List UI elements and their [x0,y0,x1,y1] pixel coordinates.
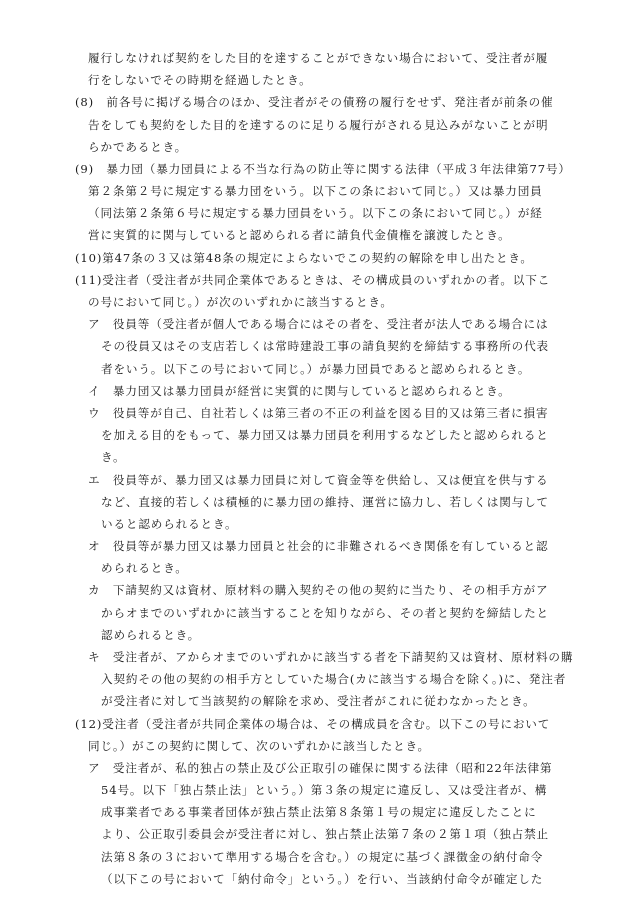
text-line: らかであるとき。 [88,140,188,154]
text-line: 法第８条の３において準用する場合を含む。）の規定に基づく課徴金の納付命令 [101,850,544,864]
text-line: カ 下請契約又は資材、原材料の購入契約その他の契約に当たり、その相手方がア [88,583,549,597]
text-line: など、直接的若しくは積極的に暴力団の維持、運営に協力し、若しくは関与して [101,495,549,509]
text-line: その役員又はその支店若しくは常時建設工事の請負契約を締結する事務所の代表 [101,339,549,353]
text-line: 者をいう。以下この号において同じ。）が暴力団員であると認められるとき。 [101,362,531,376]
text-line: を加える目的をもって、暴力団又は暴力団員を利用するなどしたと認められると [101,428,549,442]
text-line: 行をしないでその時期を経過したとき。 [88,73,312,87]
text-line: 成事業者である事業者団体が独占禁止法第８条第１号の規定に違反したことに [101,805,537,819]
text-line: 認められるとき。 [101,628,201,642]
text-line: いると認められるとき。 [101,517,238,531]
text-line: 54号。以下「独占禁止法」という。）第３条の規定に違反し、又は受注者が、構 [101,783,548,797]
text-line: （以下この号において「納付命令」という。）を行い、当該納付命令が確定した [101,872,544,886]
text-line: 第２条第２号に規定する暴力団をいう。以下この条において同じ。）又は暴力団員 [88,184,543,198]
text-line: ア 役員等（受注者が個人である場合にはその者を、受注者が法人である場合には [88,317,549,331]
text-line: イ 暴力団又は暴力団員が経営に実質的に関与していると認められるとき。 [88,384,511,398]
text-line: キ 受注者が、アからオまでのいずれかに該当する者を下請契約又は資材、原材料の購 [88,650,574,664]
text-line: エ 役員等が、暴力団又は暴力団員に対して資金等を供給し、又は便宜を供与する [88,473,549,487]
text-line: 入契約その他の契約の相手方としていた場合(カに該当する場合を除く。)に、発注者 [101,672,567,686]
text-line: (11)受注者（受注者が共同企業体であるときは、その構成員のいずれかの者。以下こ [75,273,551,287]
text-line: オ 役員等が暴力団又は暴力団員と社会的に非難されるべき関係を有していると認 [88,539,549,553]
text-line: められるとき。 [101,561,188,575]
text-line: の号において同じ。）が次のいずれかに該当するとき。 [88,295,393,309]
text-line: 営に実質的に関与していると認められる者に請負代金債権を譲渡したとき。 [88,228,511,242]
text-line: ウ 役員等が自己、自社若しくは第三者の不正の利益を図る目的又は第三者に損害 [88,406,549,420]
text-line: (10)第47条の３又は第48条の規定によらないでこの契約の解除を申し出たとき。 [75,251,533,265]
text-line: (8) 前各号に掲げる場合のほか、受注者がその債務の履行をせず、発注者が前条の催 [75,95,554,109]
text-line: が受注者に対して当該契約の解除を求め、受注者がこれに従わなかったとき。 [101,694,536,708]
text-line: ア 受注者が、私的独占の禁止及び公正取引の確保に関する法律（昭和22年法律第 [88,761,553,775]
text-line: 履行しなければ契約をした目的を達することができない場合において、受注者が履 [88,51,549,65]
text-line: (9) 暴力団（暴力団員による不当な行為の防止等に関する法律（平成３年法律第77号） [75,162,571,176]
text-line: 同じ。）がこの契約に関して、次のいずれかに該当したとき。 [88,739,430,753]
text-line: (12)受注者（受注者が共同企業体の場合は、その構成員を含む。以下この号において [75,717,551,731]
text-line: （同法第２条第６号に規定する暴力団員をいう。以下この条において同じ。）が経 [88,206,543,220]
text-line: 告をしても契約をした目的を達するのに足りる履行がされる見込みがないことが明 [88,118,549,132]
text-line: より、公正取引委員会が受注者に対し、独占禁止法第７条の２第１項（独占禁止 [101,827,549,841]
text-line: き。 [101,450,126,464]
text-line: からオまでのいずれかに該当することを知りながら、その者と契約を締結したと [101,606,549,620]
